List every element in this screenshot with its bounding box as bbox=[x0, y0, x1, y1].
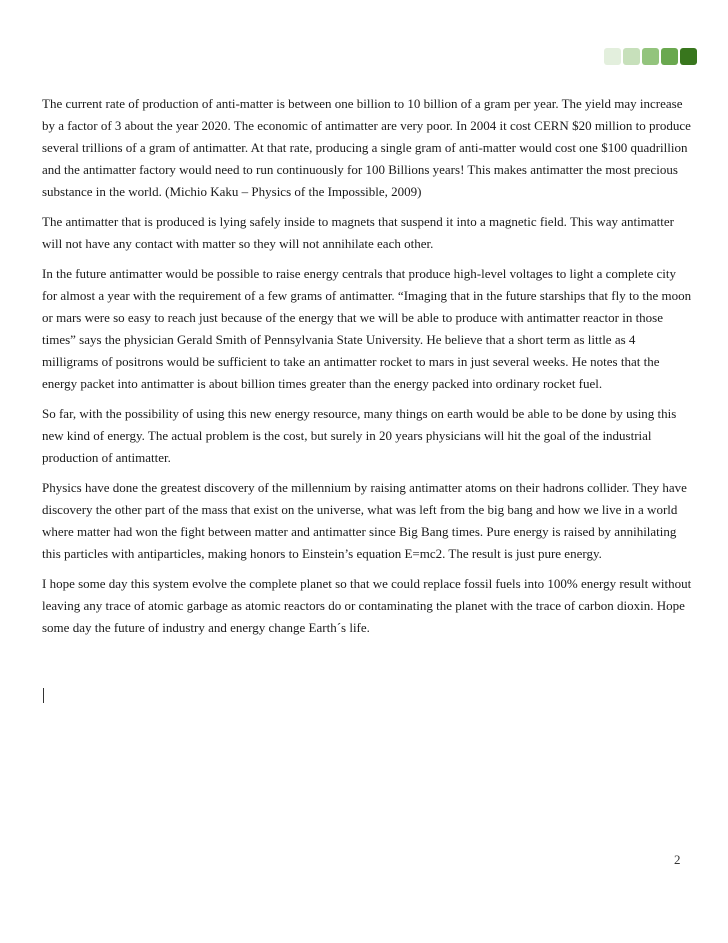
paragraph: The current rate of production of anti-matter is between one billion to 10 billion of a gram per year. The yield may increase by a factor of 3 about the year 2020. The economic of antimatter are very poor. In 2004 it cost CERN $20 million to produce several trillions of a gram of antimatter. At that rate, producing a single gram of anti-matter would cost one $100 quadrillion and the antimatter factory would need to run continuously for 100 Billions years! This makes antimatter the most precious substance in the world. (Michio Kaku – Physics of the Impossible, 2009) bbox=[42, 96, 691, 199]
header-block-2 bbox=[623, 48, 640, 65]
page-number: 2 bbox=[674, 852, 681, 867]
header-block-3 bbox=[642, 48, 659, 65]
paragraph: So far, with the possibility of using this new energy resource, many things on earth would be able to be done by using this new kind of energy. The actual problem is the cost, but surely in 20 years physicians will hit the goal of the industrial production of antimatter. bbox=[42, 406, 677, 465]
header-block-1 bbox=[604, 48, 621, 65]
paragraph: In the future antimatter would be possible to raise energy centrals that produce high-level voltages to light a complete city for almost a year with the requirement of a few grams of antimatter. “Imaging that in the future starships that fly to the moon or mars were so easy to reach just because of the energy that we will be able to produce with antimatter reactor in those times” says the physician Gerald Smith of Pennsylvania State University. He believe that a short term as little as 4 milligrams of positrons would be sufficient to take an antimatter rocket to mars in just several weeks. He notes that the energy packet into antimatter is about billion times greater than the energy packed into ordinary rocket fuel. bbox=[42, 266, 692, 391]
document-body[interactable] bbox=[42, 93, 692, 647]
paragraph: Physics have done the greatest discovery of the millennium by raising antimatter atoms on their hadrons collider. They have discovery the other part of the mass that exist on the universe, what was left from the big bang and how we live in a world where matter had won the fight between matter and antimatter since Big Bang times. Pure energy is raised by annihilating this particles with antiparticles, making honors to Einstein’s equation E=mc2. The result is just pure energy. bbox=[42, 480, 687, 561]
text-cursor bbox=[43, 688, 44, 703]
header-block-5 bbox=[680, 48, 697, 65]
paragraph: I hope some day this system evolve the complete planet so that we could replace fossil fuels into 100% energy result without leaving any trace of atomic garbage as atomic reactors do or contaminating the planet with the trace of carbon dioxin. Hope some day the future of industry and energy change Earth´s life. bbox=[42, 576, 692, 635]
header-block-4 bbox=[661, 48, 678, 65]
paragraph: The antimatter that is produced is lying safely inside to magnets that suspend it into a magnetic field. This way antimatter will not have any contact with matter so they will not annihilate each other. bbox=[42, 214, 674, 251]
header-decoration bbox=[604, 48, 697, 65]
